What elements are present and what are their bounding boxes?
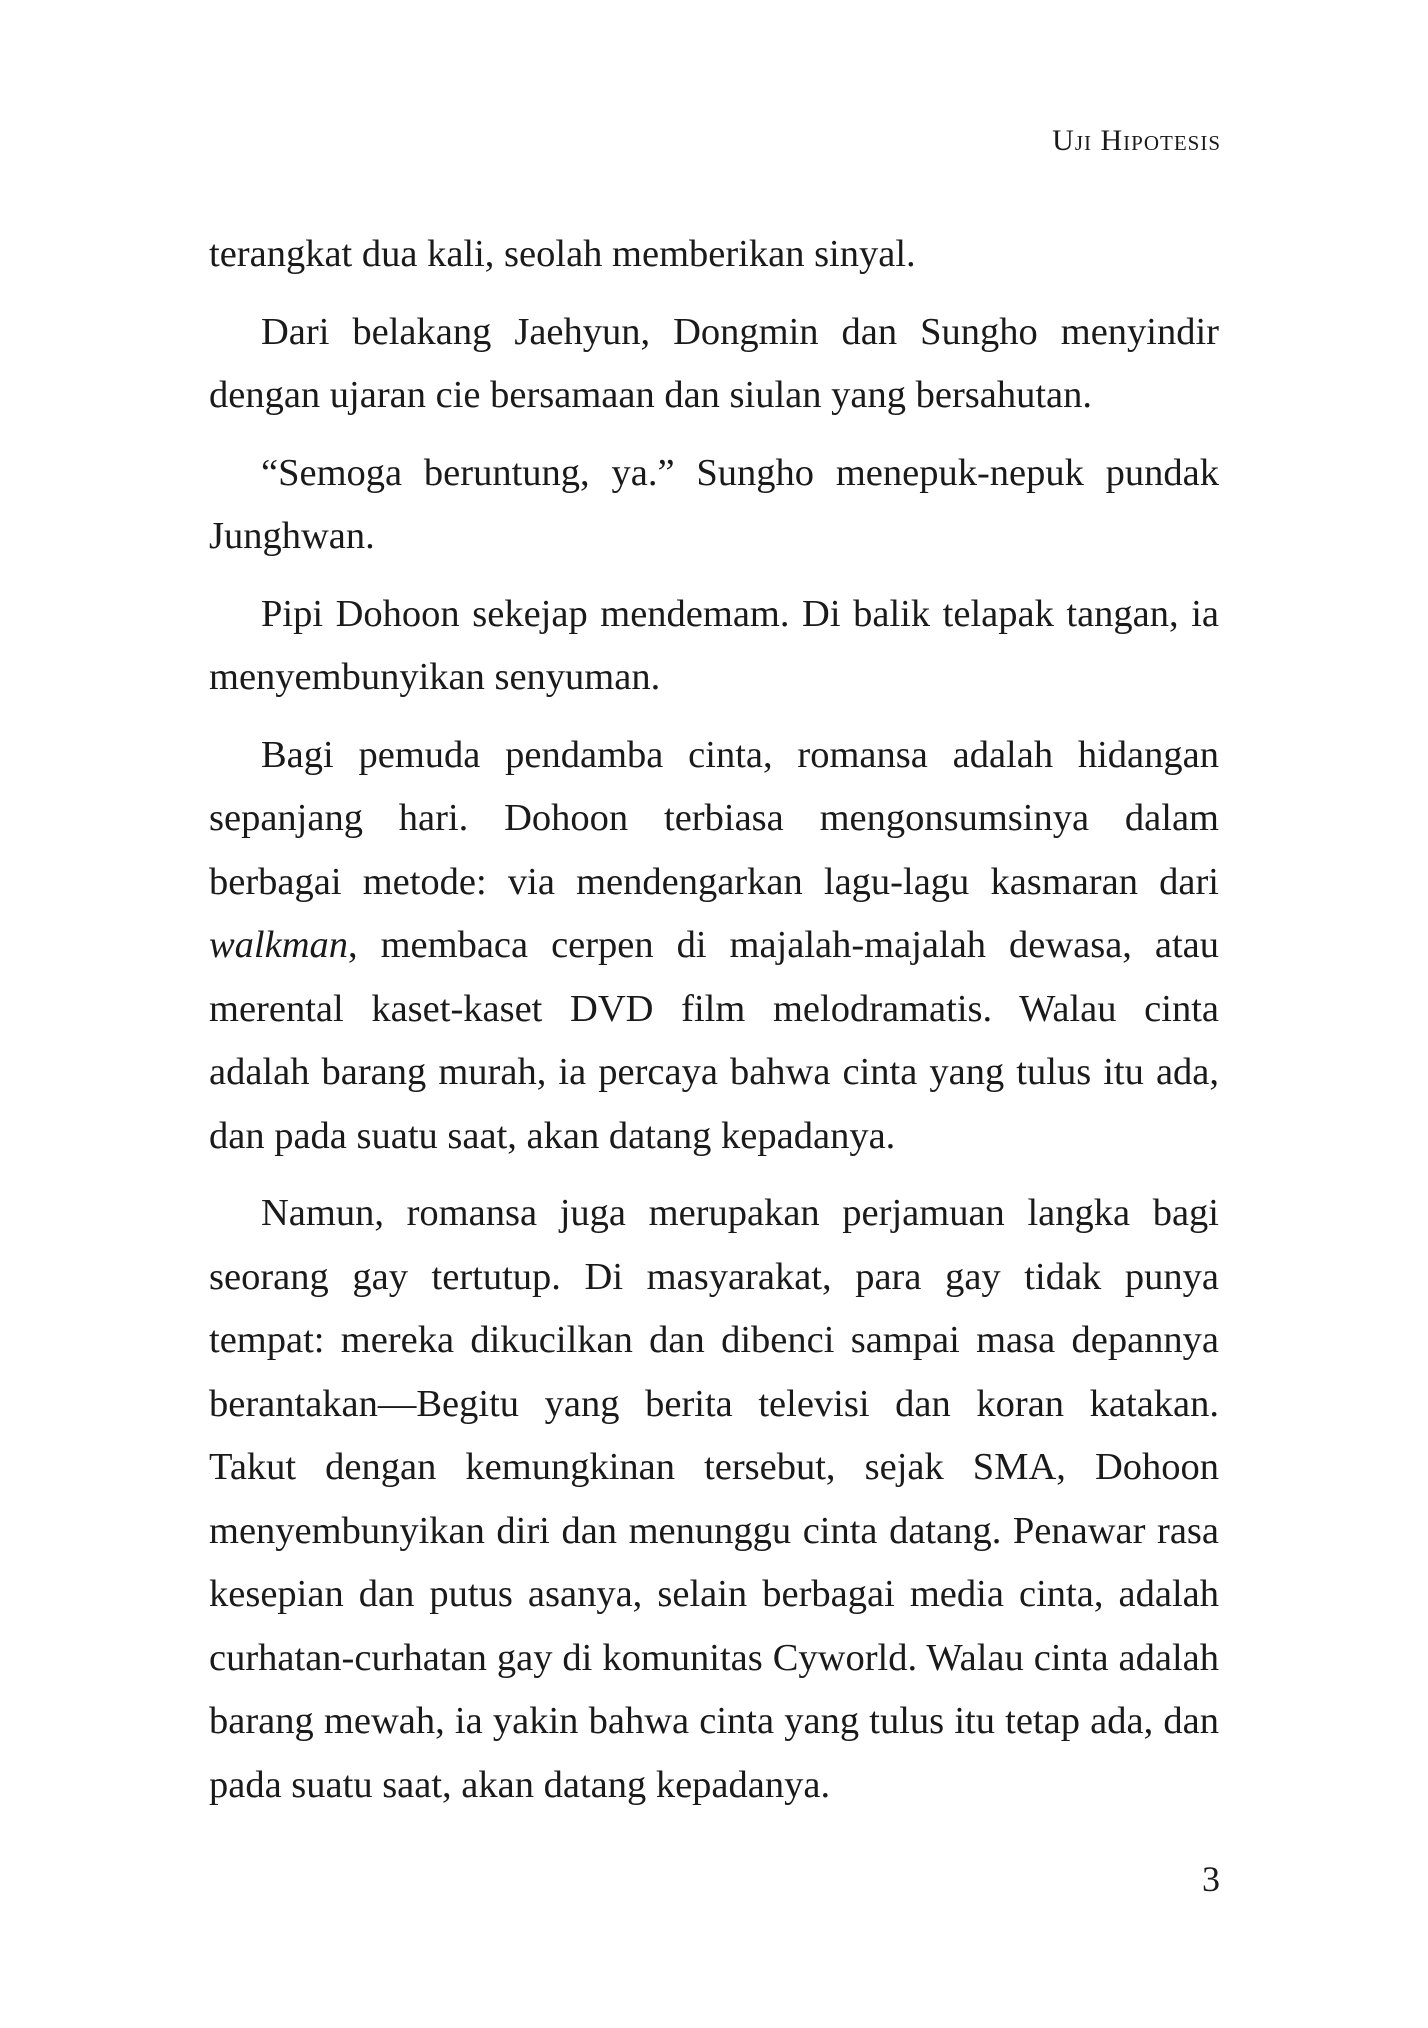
- paragraph: Dari belakang Jaehyun, Dongmin dan Sungho menyindir dengan ujaran cie bersamaan dan siulan yang bersahutan.: [209, 310, 1219, 416]
- paragraph-text: Bagi pemuda pendamba cinta, romansa adalah hidangan sepanjang hari. Dohoon terbiasa mengonsumsinya dalam berbagai metode: via mendengarkan lagu-lagu kasmaran dari: [209, 733, 1219, 903]
- running-header: Uji Hipotesis: [1052, 124, 1221, 157]
- paragraph: Pipi Dohoon sekejap mendemam. Di balik telapak tangan, ia menyembunyikan senyuman.: [209, 592, 1219, 698]
- paragraph: Namun, romansa juga merupakan perjamuan langka bagi seorang gay tertutup. Di masyarakat, para gay tidak punya tempat: mereka dikucilkan dan dibenci sampai masa depannya berantakan—Begitu yang berita televisi dan koran katakan. Takut dengan kemungkinan tersebut, sejak SMA, Dohoon menyembunyikan diri dan menunggu cinta datang. Penawar rasa kesepian dan putus asanya, selain berbagai media cinta, adalah curhatan-curhatan gay di komunitas Cyworld. Walau cinta adalah barang mewah, ia yakin bahwa cinta yang tulus itu tetap ada, dan pada suatu saat, akan datang kepadanya.: [209, 1192, 1219, 1806]
- paragraph-continuation: terangkat dua kali, seolah memberikan sinyal.: [209, 233, 916, 275]
- italic-term: walkman: [209, 924, 349, 966]
- paragraph: “Semoga beruntung, ya.” Sungho menepuk-nepuk pundak Junghwan.: [209, 451, 1219, 557]
- paragraph: [209, 724, 1219, 1169]
- paragraph-text: , membaca cerpen di majalah-majalah dewasa, atau merental kaset-kaset DVD film melodramatis. Walau cinta adalah barang murah, ia percaya bahwa cinta yang tulus itu ada, dan pada suatu saat, akan datang kepadanya.: [209, 924, 1219, 1157]
- page-number: 3: [1202, 1859, 1220, 1899]
- body-text: [209, 223, 1219, 1831]
